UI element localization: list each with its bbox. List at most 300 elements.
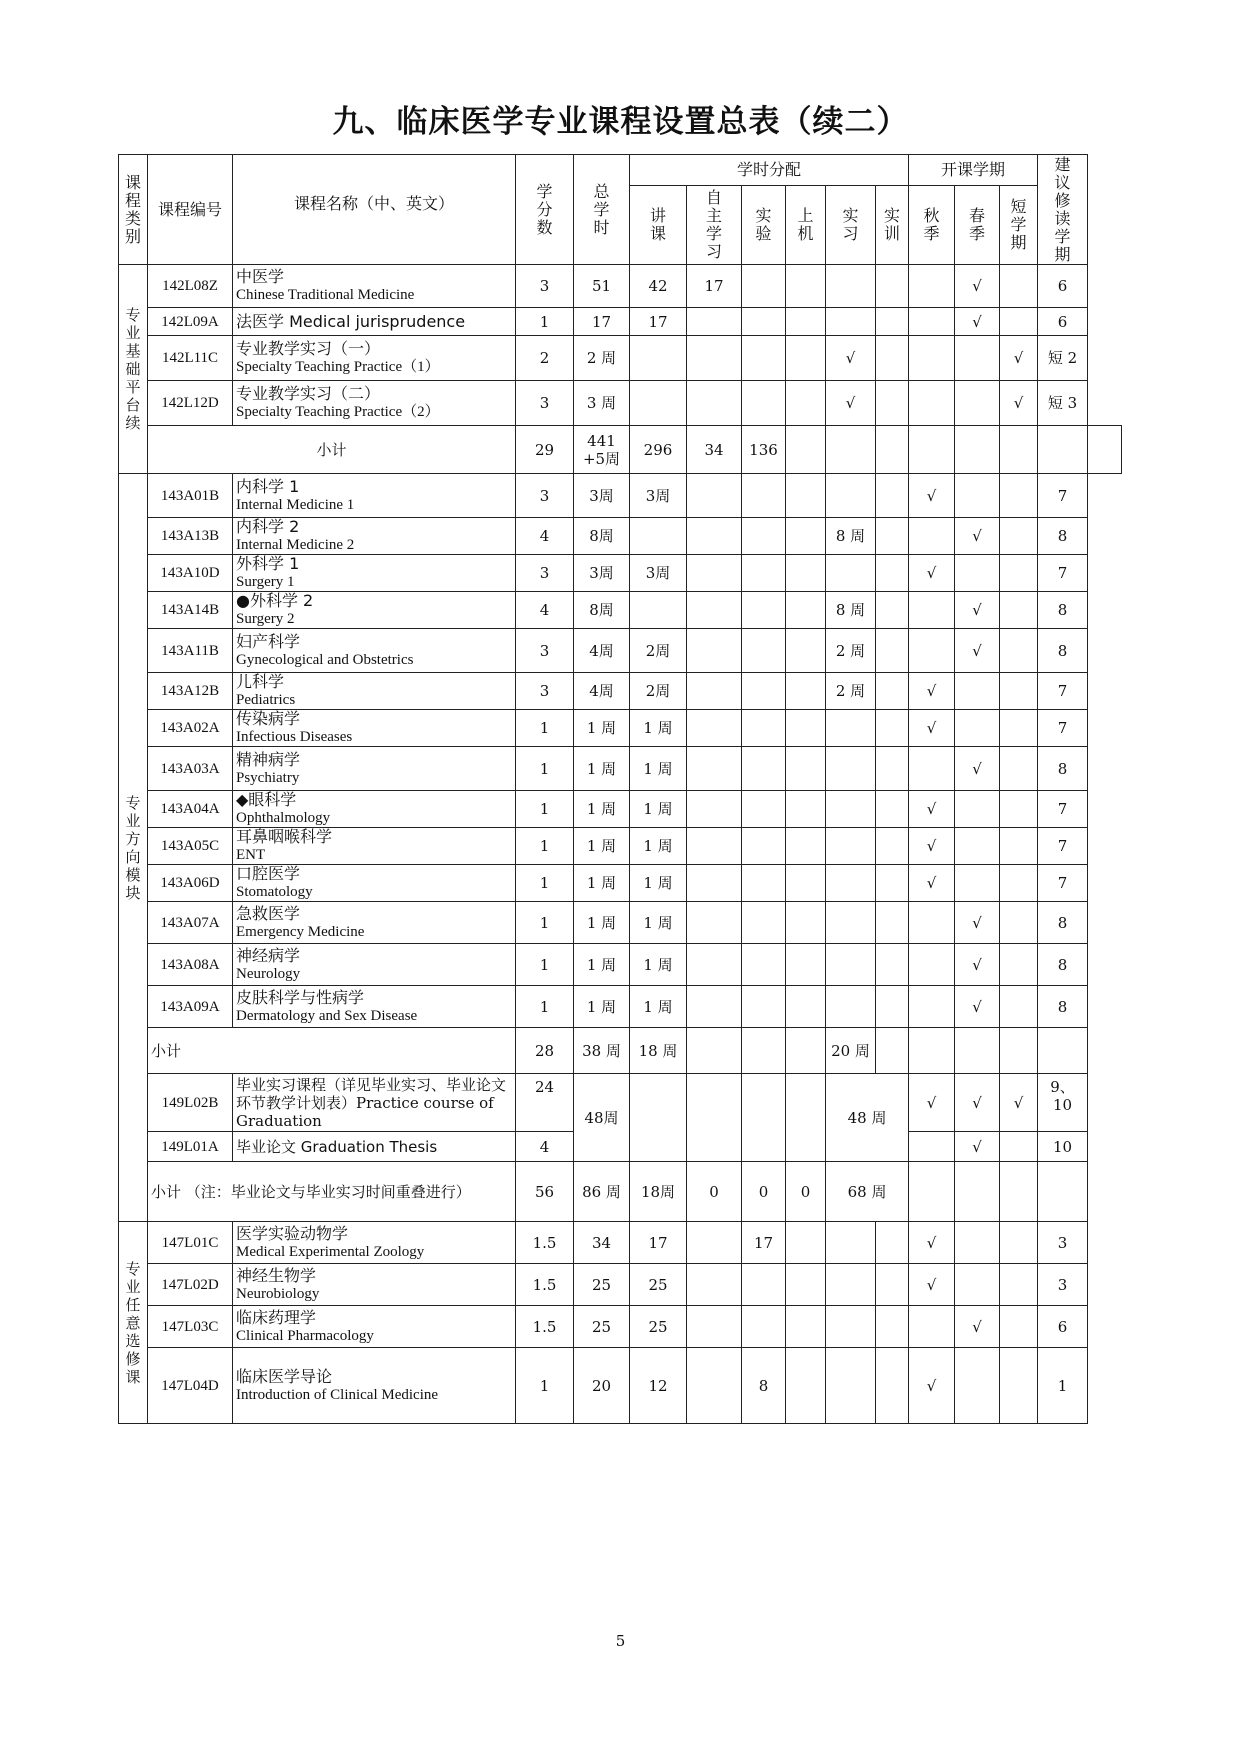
check-mark xyxy=(955,1264,1000,1306)
table-row xyxy=(119,1306,1122,1348)
table-cell: 17 xyxy=(630,308,687,336)
course-name-zh: 临床药理学 xyxy=(236,1307,317,1327)
course-code: 143A07A xyxy=(148,902,233,944)
course-name-zh: 皮肤科学与性病学 xyxy=(236,987,365,1007)
course-name-zh: ●外科学 2 xyxy=(236,591,314,610)
table-cell xyxy=(1000,1132,1038,1162)
table-cell: 34 xyxy=(687,426,742,474)
check-mark xyxy=(955,381,1000,426)
course-code: 143A12B xyxy=(148,673,233,710)
check-mark: √ xyxy=(955,629,1000,673)
table-cell: 10 xyxy=(1038,1132,1088,1162)
table-row xyxy=(119,710,1122,747)
table-cell xyxy=(742,592,786,629)
check-mark xyxy=(909,336,955,381)
table-cell xyxy=(786,747,826,791)
table-cell xyxy=(1000,1028,1038,1074)
table-cell xyxy=(742,747,786,791)
table-cell xyxy=(742,265,786,308)
table-row xyxy=(119,629,1122,673)
table-cell: 短 2 xyxy=(1038,336,1088,381)
course-name-en: Introduction of Clinical Medicine xyxy=(236,1386,439,1403)
table-cell: 4周 xyxy=(574,629,630,673)
table-row xyxy=(119,426,1122,474)
table-cell: 2 周 xyxy=(826,629,876,673)
table-cell: 6 xyxy=(1038,1306,1088,1348)
check-mark xyxy=(955,555,1000,592)
table-cell xyxy=(1038,1162,1088,1222)
table-cell xyxy=(826,308,876,336)
table-cell: 短 3 xyxy=(1038,381,1088,426)
table-row xyxy=(119,828,1122,865)
table-cell: 1 xyxy=(516,828,574,865)
table-cell xyxy=(742,986,786,1028)
course-name-zh: 妇产科学 xyxy=(236,631,301,651)
check-mark xyxy=(1000,673,1038,710)
course-name-en: Pediatrics xyxy=(236,692,296,708)
table-cell xyxy=(876,592,909,629)
check-mark xyxy=(1000,555,1038,592)
table-cell: 8 xyxy=(1038,986,1088,1028)
table-cell xyxy=(786,265,826,308)
table-cell xyxy=(687,1264,742,1306)
header-short-term: 短 学 期 xyxy=(1000,186,1038,265)
category-cell: 专 业 任 意 选 修 课 xyxy=(119,1222,148,1424)
table-cell: 3 xyxy=(1038,1222,1088,1264)
table-cell xyxy=(786,1306,826,1348)
table-cell: 1 周 xyxy=(574,986,630,1028)
course-name-zh: 儿科学 xyxy=(236,672,285,691)
table-cell: 1 xyxy=(516,865,574,902)
check-mark xyxy=(909,747,955,791)
table-row xyxy=(119,518,1122,555)
table-cell xyxy=(876,381,909,426)
table-cell xyxy=(826,265,876,308)
table-cell xyxy=(876,865,909,902)
check-mark xyxy=(1000,865,1038,902)
check-mark xyxy=(1000,629,1038,673)
table-cell: 3 xyxy=(516,555,574,592)
table-cell xyxy=(687,592,742,629)
course-name-en: Gynecological and Obstetrics xyxy=(236,651,414,668)
table-cell xyxy=(687,629,742,673)
table-cell xyxy=(786,518,826,555)
check-mark xyxy=(955,865,1000,902)
table-cell xyxy=(876,791,909,828)
table-cell xyxy=(876,828,909,865)
header-autumn: 秋 季 xyxy=(909,186,955,265)
table-cell: 3周 xyxy=(630,555,687,592)
table-cell: 7 xyxy=(1038,710,1088,747)
course-code: 143A04A xyxy=(148,791,233,828)
table-cell xyxy=(742,555,786,592)
table-cell xyxy=(687,1028,742,1074)
table-cell: 1 xyxy=(1038,1348,1088,1424)
table-cell xyxy=(786,710,826,747)
table-cell xyxy=(1000,1162,1038,1222)
table-cell: 441 +5周 xyxy=(574,426,630,474)
course-name-en: Ophthalmology xyxy=(236,810,331,826)
table-cell: 17 xyxy=(742,1222,786,1264)
check-mark: √ xyxy=(909,474,955,518)
check-mark: √ xyxy=(909,710,955,747)
table-cell xyxy=(826,791,876,828)
table-cell: 20 周 xyxy=(826,1028,876,1074)
table-cell xyxy=(909,1028,955,1074)
table-cell xyxy=(1000,1264,1038,1306)
subtotal-label: 小计 （注：毕业论文与毕业实习时间重叠进行） xyxy=(148,1162,516,1222)
table-cell: 296 xyxy=(630,426,687,474)
table-cell xyxy=(1038,426,1088,474)
table-cell xyxy=(876,1028,909,1074)
table-cell: 8 周 xyxy=(826,518,876,555)
table-cell: 4 xyxy=(516,518,574,555)
table-cell xyxy=(742,1264,786,1306)
course-table xyxy=(118,154,1122,1424)
table-cell xyxy=(742,828,786,865)
table-cell: 3 xyxy=(516,629,574,673)
course-name-en: Dermatology and Sex Disease xyxy=(236,1007,418,1024)
header-practical: 实 训 xyxy=(876,186,909,265)
table-cell xyxy=(876,986,909,1028)
table-cell xyxy=(955,1162,1000,1222)
table-cell: 1 周 xyxy=(574,865,630,902)
check-mark: √ xyxy=(955,986,1000,1028)
table-cell: 24 xyxy=(516,1074,574,1132)
table-cell: 1 周 xyxy=(630,865,687,902)
table-cell xyxy=(687,1306,742,1348)
check-mark: √ xyxy=(955,944,1000,986)
table-cell: 8 xyxy=(1038,944,1088,986)
course-name-en: Surgery 2 xyxy=(236,611,295,627)
course-code: 143A06D xyxy=(148,865,233,902)
course-code: 143A09A xyxy=(148,986,233,1028)
table-row xyxy=(119,902,1122,944)
course-code: 143A11B xyxy=(148,629,233,673)
check-mark: √ xyxy=(955,265,1000,308)
table-cell xyxy=(826,474,876,518)
course-code: 142L12D xyxy=(148,381,233,426)
table-cell: 7 xyxy=(1038,474,1088,518)
check-mark: √ xyxy=(955,1132,1000,1162)
check-mark xyxy=(1000,902,1038,944)
table-cell: 1 周 xyxy=(630,710,687,747)
check-mark xyxy=(955,1348,1000,1424)
table-cell xyxy=(687,944,742,986)
table-cell: 1 xyxy=(516,986,574,1028)
table-cell xyxy=(955,1028,1000,1074)
header-allocation: 学时分配 xyxy=(630,155,909,186)
check-mark xyxy=(1000,791,1038,828)
table-cell xyxy=(630,518,687,555)
table-cell xyxy=(826,555,876,592)
table-cell: 9、10 xyxy=(1038,1074,1088,1132)
table-cell xyxy=(876,710,909,747)
table-cell: 68 周 xyxy=(826,1162,909,1222)
table-cell: 0 xyxy=(687,1162,742,1222)
category-cell: 专 业 方 向 模 块 xyxy=(119,474,148,1222)
course-name-zh: 专业教学实习（二） xyxy=(236,384,381,403)
course-name-cell xyxy=(233,555,516,592)
course-code: 143A01B xyxy=(148,474,233,518)
table-cell xyxy=(687,902,742,944)
table-cell xyxy=(826,710,876,747)
table-cell xyxy=(687,828,742,865)
table-cell: 2周 xyxy=(630,629,687,673)
table-cell xyxy=(687,1348,742,1424)
table-row xyxy=(119,1074,1122,1132)
table-cell xyxy=(630,336,687,381)
table-cell xyxy=(876,1264,909,1306)
check-mark xyxy=(909,629,955,673)
table-cell: 1 周 xyxy=(630,944,687,986)
table-cell: 1 周 xyxy=(630,791,687,828)
course-name-en: Clinical Pharmacology xyxy=(236,1327,374,1344)
table-cell: 3 xyxy=(1038,1264,1088,1306)
table-cell: 25 xyxy=(574,1264,630,1306)
table-cell: 18 周 xyxy=(630,1028,687,1074)
table-cell xyxy=(687,710,742,747)
check-mark xyxy=(955,828,1000,865)
course-code: 143A05C xyxy=(148,828,233,865)
table-cell xyxy=(786,1028,826,1074)
course-name-cell xyxy=(233,474,516,518)
table-cell xyxy=(742,1028,786,1074)
course-name-zh: 中医学 xyxy=(236,267,285,286)
category-cell: 专 业 基 础 平 台 续 xyxy=(119,265,148,474)
course-name-zh: ◆眼科学 xyxy=(236,790,297,809)
table-cell xyxy=(786,902,826,944)
check-mark xyxy=(1000,474,1038,518)
course-name-en: Specialty Teaching Practice（1） xyxy=(236,359,440,375)
table-cell: 4 xyxy=(516,1132,574,1162)
table-cell: 1 周 xyxy=(574,710,630,747)
course-code: 147L03C xyxy=(148,1306,233,1348)
table-cell xyxy=(630,592,687,629)
table-cell: 1 周 xyxy=(630,747,687,791)
table-cell xyxy=(687,308,742,336)
header-internship: 实 习 xyxy=(826,186,876,265)
table-cell xyxy=(826,944,876,986)
course-code: 143A10D xyxy=(148,555,233,592)
table-cell: 3 周 xyxy=(574,381,630,426)
table-cell xyxy=(1000,1306,1038,1348)
check-mark: √ xyxy=(955,592,1000,629)
table-cell xyxy=(742,710,786,747)
check-mark xyxy=(955,1222,1000,1264)
table-cell xyxy=(687,336,742,381)
table-cell xyxy=(742,518,786,555)
table-cell xyxy=(876,747,909,791)
table-cell xyxy=(742,944,786,986)
subtotal-label: 小计 xyxy=(148,426,516,474)
table-cell: 28 xyxy=(516,1028,574,1074)
table-cell xyxy=(786,828,826,865)
table-cell: 1 xyxy=(516,710,574,747)
course-code: 149L01A xyxy=(148,1132,233,1162)
table-cell: 7 xyxy=(1038,791,1088,828)
table-cell xyxy=(786,381,826,426)
check-mark: √ xyxy=(955,902,1000,944)
table-cell xyxy=(909,1162,955,1222)
table-cell xyxy=(786,673,826,710)
table-cell xyxy=(742,865,786,902)
table-cell: 56 xyxy=(516,1162,574,1222)
table-cell: 1.5 xyxy=(516,1306,574,1348)
table-cell xyxy=(742,673,786,710)
table-cell xyxy=(876,518,909,555)
table-cell xyxy=(687,1222,742,1264)
table-cell xyxy=(826,828,876,865)
check-mark xyxy=(1000,518,1038,555)
check-mark xyxy=(909,902,955,944)
table-cell xyxy=(742,336,786,381)
table-cell xyxy=(786,336,826,381)
table-cell: 1 xyxy=(516,944,574,986)
course-name-cell xyxy=(233,710,516,747)
table-cell xyxy=(687,555,742,592)
table-cell: 7 xyxy=(1038,828,1088,865)
course-name-en: Internal Medicine 1 xyxy=(236,496,355,513)
table-cell: 17 xyxy=(630,1222,687,1264)
check-mark xyxy=(1000,747,1038,791)
table-cell xyxy=(786,555,826,592)
course-name-zh: 法医学 Medical jurisprudence xyxy=(236,311,466,331)
table-cell: 3周 xyxy=(574,474,630,518)
check-mark: √ xyxy=(909,865,955,902)
table-cell: 2 周 xyxy=(574,336,630,381)
header-credits: 学 分 数 xyxy=(516,155,574,265)
check-mark xyxy=(1000,308,1038,336)
check-mark xyxy=(955,791,1000,828)
table-cell xyxy=(826,747,876,791)
course-name-cell xyxy=(233,1306,516,1348)
table-cell: 0 xyxy=(786,1162,826,1222)
table-row xyxy=(119,1222,1122,1264)
table-row xyxy=(119,791,1122,828)
course-name-zh: 精神病学 xyxy=(236,749,301,769)
header-code: 课程编号 xyxy=(148,155,233,265)
table-cell: 1 周 xyxy=(630,902,687,944)
check-mark xyxy=(1000,986,1038,1028)
header-name: 课程名称（中、英文） xyxy=(233,155,516,265)
table-cell xyxy=(1000,1222,1038,1264)
table-cell xyxy=(786,308,826,336)
table-row xyxy=(119,474,1122,518)
check-mark: √ xyxy=(909,673,955,710)
check-mark xyxy=(1000,710,1038,747)
course-name-zh: 医学实验动物学 xyxy=(236,1223,349,1243)
course-name-zh: 外科学 1 xyxy=(236,554,300,573)
table-row xyxy=(119,1162,1122,1222)
check-mark xyxy=(909,308,955,336)
table-cell xyxy=(742,629,786,673)
header-experiment: 实 验 xyxy=(742,186,786,265)
table-cell: 1 周 xyxy=(574,944,630,986)
check-mark xyxy=(955,673,1000,710)
table-cell xyxy=(687,865,742,902)
table-cell: 6 xyxy=(1038,308,1088,336)
table-cell: 1 xyxy=(516,308,574,336)
check-mark xyxy=(909,986,955,1028)
course-name-cell xyxy=(233,265,516,308)
table-cell: 12 xyxy=(630,1348,687,1424)
check-mark: √ xyxy=(955,518,1000,555)
table-cell xyxy=(687,518,742,555)
course-name-zh: 急救医学 xyxy=(236,903,301,923)
course-code: 147L04D xyxy=(148,1348,233,1424)
table-cell xyxy=(826,1264,876,1306)
table-cell: 48 周 xyxy=(826,1074,909,1162)
header-computer: 上 机 xyxy=(786,186,826,265)
table-cell xyxy=(1038,1028,1088,1074)
course-name-cell xyxy=(233,828,516,865)
table-cell xyxy=(786,592,826,629)
course-name-en: Emergency Medicine xyxy=(236,923,365,940)
table-row xyxy=(119,555,1122,592)
table-cell xyxy=(687,747,742,791)
check-mark: √ xyxy=(909,555,955,592)
table-cell: 6 xyxy=(1038,265,1088,308)
check-mark: √ xyxy=(955,1074,1000,1132)
table-cell: 25 xyxy=(630,1306,687,1348)
table-cell: 1 周 xyxy=(574,828,630,865)
course-name-en: Psychiatry xyxy=(236,769,300,786)
course-name-zh: 传染病学 xyxy=(236,709,301,728)
check-mark: √ xyxy=(909,1348,955,1424)
table-cell xyxy=(876,1348,909,1424)
table-cell xyxy=(687,381,742,426)
header-lecture: 讲 课 xyxy=(630,186,687,265)
table-cell: 136 xyxy=(742,426,786,474)
table-cell xyxy=(1000,1348,1038,1424)
header-suggested: 建 议 修 读 学 期 xyxy=(1038,155,1088,265)
table-cell xyxy=(826,426,876,474)
course-code: 143A13B xyxy=(148,518,233,555)
check-mark xyxy=(909,592,955,629)
check-mark xyxy=(1000,265,1038,308)
course-name-cell xyxy=(233,381,516,426)
check-mark xyxy=(909,518,955,555)
table-cell: 25 xyxy=(574,1306,630,1348)
table-cell xyxy=(876,474,909,518)
table-cell: 1.5 xyxy=(516,1222,574,1264)
table-cell xyxy=(630,381,687,426)
table-cell: 8 xyxy=(742,1348,786,1424)
check-mark: √ xyxy=(909,791,955,828)
table-cell xyxy=(786,791,826,828)
table-cell xyxy=(876,265,909,308)
table-cell xyxy=(826,865,876,902)
table-cell xyxy=(742,474,786,518)
table-cell: 8周 xyxy=(574,592,630,629)
table-cell: 7 xyxy=(1038,673,1088,710)
course-name-cell xyxy=(233,592,516,629)
table-cell: 1 周 xyxy=(574,747,630,791)
table-cell: 1 xyxy=(516,902,574,944)
header-hours: 总 学 时 xyxy=(574,155,630,265)
table-cell: 8 xyxy=(1038,902,1088,944)
table-cell: 17 xyxy=(574,308,630,336)
table-cell xyxy=(826,1348,876,1424)
course-name-cell xyxy=(233,673,516,710)
table-row xyxy=(119,747,1122,791)
course-name-en: Neurology xyxy=(236,965,301,982)
table-cell: 2周 xyxy=(630,673,687,710)
check-mark xyxy=(909,265,955,308)
table-cell xyxy=(909,426,955,474)
table-row xyxy=(119,381,1122,426)
